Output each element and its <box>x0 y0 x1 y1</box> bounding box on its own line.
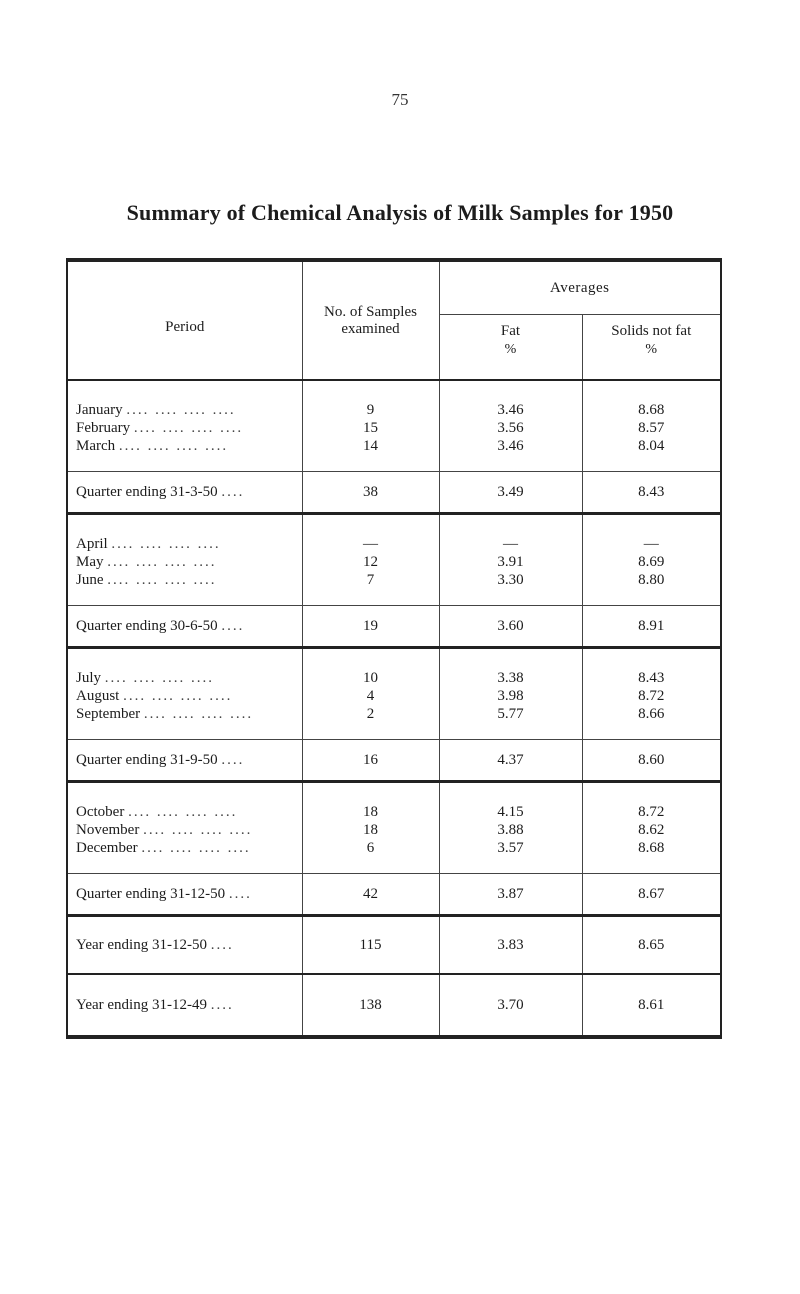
header-period: Period <box>67 260 302 380</box>
period-cell <box>67 874 302 916</box>
leader-dots: .... .... .... .... <box>107 554 217 570</box>
leader-dots: .... .... .... .... <box>111 536 221 552</box>
fat-cell: 3.46 <box>439 380 582 419</box>
leader-dots: .... .... .... .... <box>133 420 244 436</box>
table-row <box>67 974 721 1037</box>
period-cell <box>67 839 302 857</box>
fat-cell: 4.15 <box>439 782 582 822</box>
period-label: Year ending 31-12-49 <box>76 996 207 1013</box>
header-samples <box>302 260 439 380</box>
table-row <box>67 553 721 571</box>
fat-cell: 3.46 <box>439 437 582 455</box>
period-cell <box>67 782 302 822</box>
spacer-cell <box>67 857 302 874</box>
spacer-cell <box>439 455 582 472</box>
table-row <box>67 782 721 822</box>
spacer-cell <box>302 723 439 740</box>
solids-cell: 8.80 <box>582 571 721 589</box>
table-row <box>67 839 721 857</box>
solids-cell: 8.43 <box>582 648 721 688</box>
header-solids-label: Solids not fat <box>611 323 692 339</box>
leader-dots: .... <box>221 617 245 634</box>
samples-cell: 138 <box>302 974 439 1037</box>
period-cell <box>67 571 302 589</box>
leader-dots: .... .... .... .... <box>107 572 217 588</box>
period-cell <box>67 740 302 782</box>
fat-cell: 3.60 <box>439 606 582 648</box>
samples-cell: 18 <box>302 782 439 822</box>
table-row <box>67 874 721 916</box>
fat-cell: 3.49 <box>439 472 582 514</box>
fat-cell: 3.87 <box>439 874 582 916</box>
samples-cell: 9 <box>302 380 439 419</box>
table-row <box>67 380 721 419</box>
period-cell <box>67 380 302 419</box>
period-cell <box>67 648 302 688</box>
spacer-cell <box>302 857 439 874</box>
leader-dots: .... .... .... .... <box>123 688 233 704</box>
fat-cell: 3.70 <box>439 974 582 1037</box>
spacer-cell <box>439 857 582 874</box>
period-cell <box>67 705 302 723</box>
fat-cell: 4.37 <box>439 740 582 782</box>
samples-cell: 19 <box>302 606 439 648</box>
samples-cell: 42 <box>302 874 439 916</box>
period-label: March <box>76 438 116 454</box>
period-label: April <box>76 536 108 552</box>
samples-cell: 12 <box>302 553 439 571</box>
spacer-row <box>67 857 721 874</box>
period-label: November <box>76 822 140 838</box>
solids-cell: 8.61 <box>582 974 721 1037</box>
leader-dots: .... .... .... .... <box>128 804 238 820</box>
solids-cell: 8.68 <box>582 380 721 419</box>
leader-dots: .... .... .... .... <box>143 706 254 722</box>
solids-cell: 8.04 <box>582 437 721 455</box>
period-cell <box>67 437 302 455</box>
table-row <box>67 514 721 554</box>
header-samples-line2: examined <box>341 320 400 337</box>
period-cell <box>67 553 302 571</box>
spacer-row <box>67 455 721 472</box>
page-title: Summary of Chemical Analysis of Milk Samples for 1950 <box>126 200 674 225</box>
table-row <box>67 648 721 688</box>
spacer-cell <box>302 589 439 606</box>
period-label: May <box>76 554 104 570</box>
table-body <box>67 380 721 1037</box>
samples-cell: 2 <box>302 705 439 723</box>
header-fat-label: Fat <box>500 323 521 339</box>
solids-cell: 8.67 <box>582 874 721 916</box>
spacer-row <box>67 589 721 606</box>
spacer-cell <box>582 589 721 606</box>
spacer-cell <box>302 455 439 472</box>
period-cell <box>67 472 302 514</box>
leader-dots: .... <box>221 483 245 500</box>
spacer-cell <box>67 589 302 606</box>
table-row <box>67 437 721 455</box>
samples-cell: 115 <box>302 916 439 975</box>
leader-dots: .... .... .... .... <box>126 402 236 418</box>
period-label: February <box>76 420 131 436</box>
fat-cell: 3.56 <box>439 419 582 437</box>
samples-cell: 16 <box>302 740 439 782</box>
leader-dots: .... <box>210 936 234 953</box>
period-cell <box>67 821 302 839</box>
fat-cell: 3.83 <box>439 916 582 975</box>
fat-cell: 3.57 <box>439 839 582 857</box>
fat-cell: 3.98 <box>439 687 582 705</box>
solids-cell: 8.91 <box>582 606 721 648</box>
spacer-cell <box>67 723 302 740</box>
solids-cell: 8.66 <box>582 705 721 723</box>
table-row <box>67 419 721 437</box>
header-samples-line1: No. of Samples <box>324 303 417 320</box>
samples-cell: 6 <box>302 839 439 857</box>
period-cell <box>67 974 302 1037</box>
solids-cell: 8.69 <box>582 553 721 571</box>
spacer-cell <box>439 589 582 606</box>
samples-cell: — <box>302 514 439 554</box>
period-label: June <box>76 572 104 588</box>
header-solids <box>582 315 721 381</box>
period-cell <box>67 419 302 437</box>
samples-cell: 18 <box>302 821 439 839</box>
solids-cell: 8.60 <box>582 740 721 782</box>
solids-cell: 8.72 <box>582 687 721 705</box>
leader-dots: .... .... .... .... <box>104 670 215 686</box>
samples-cell: 7 <box>302 571 439 589</box>
samples-cell: 14 <box>302 437 439 455</box>
leader-dots: .... <box>221 751 245 768</box>
table-row <box>67 606 721 648</box>
spacer-cell <box>439 723 582 740</box>
spacer-cell <box>582 857 721 874</box>
header-solids-unit: % <box>645 342 658 357</box>
solids-cell: 8.57 <box>582 419 721 437</box>
period-label: July <box>76 670 102 686</box>
fat-cell: 3.88 <box>439 821 582 839</box>
leader-dots: .... <box>228 885 252 902</box>
header-fat-unit: % <box>504 342 517 357</box>
leader-dots: .... .... .... .... <box>143 822 253 838</box>
fat-cell: 3.30 <box>439 571 582 589</box>
fat-cell: — <box>439 514 582 554</box>
solids-cell: 8.62 <box>582 821 721 839</box>
page-number: 75 <box>391 90 409 109</box>
period-label: Quarter ending 31-3-50 <box>76 483 218 500</box>
samples-cell: 38 <box>302 472 439 514</box>
spacer-cell <box>582 723 721 740</box>
leader-dots: .... .... .... .... <box>118 438 229 454</box>
period-label: Quarter ending 31-12-50 <box>76 885 226 902</box>
period-cell <box>67 606 302 648</box>
period-label: January <box>76 402 123 418</box>
spacer-row <box>67 723 721 740</box>
table-row <box>67 740 721 782</box>
samples-cell: 10 <box>302 648 439 688</box>
fat-cell: 3.38 <box>439 648 582 688</box>
milk-analysis-table <box>66 258 722 1039</box>
table-row <box>67 571 721 589</box>
table-row <box>67 705 721 723</box>
header-averages: Averages <box>439 260 721 315</box>
leader-dots: .... <box>210 996 234 1013</box>
solids-cell: 8.68 <box>582 839 721 857</box>
table-row <box>67 472 721 514</box>
period-label: Year ending 31-12-50 <box>76 936 207 953</box>
table-row <box>67 821 721 839</box>
solids-cell: — <box>582 514 721 554</box>
spacer-cell <box>582 455 721 472</box>
period-label: August <box>76 688 120 704</box>
solids-cell: 8.65 <box>582 916 721 975</box>
period-cell <box>67 514 302 554</box>
fat-cell: 5.77 <box>439 705 582 723</box>
table-row <box>67 687 721 705</box>
leader-dots: .... .... .... .... <box>141 840 251 856</box>
table-row <box>67 916 721 975</box>
fat-cell: 3.91 <box>439 553 582 571</box>
period-label: September <box>76 706 141 722</box>
period-label: Quarter ending 30-6-50 <box>76 617 218 634</box>
solids-cell: 8.43 <box>582 472 721 514</box>
period-cell <box>67 916 302 975</box>
period-cell <box>67 687 302 705</box>
solids-cell: 8.72 <box>582 782 721 822</box>
header-fat <box>439 315 582 381</box>
samples-cell: 4 <box>302 687 439 705</box>
samples-cell: 15 <box>302 419 439 437</box>
period-label: Quarter ending 31-9-50 <box>76 751 218 768</box>
spacer-cell <box>67 455 302 472</box>
period-label: October <box>76 804 125 820</box>
period-label: December <box>76 840 138 856</box>
